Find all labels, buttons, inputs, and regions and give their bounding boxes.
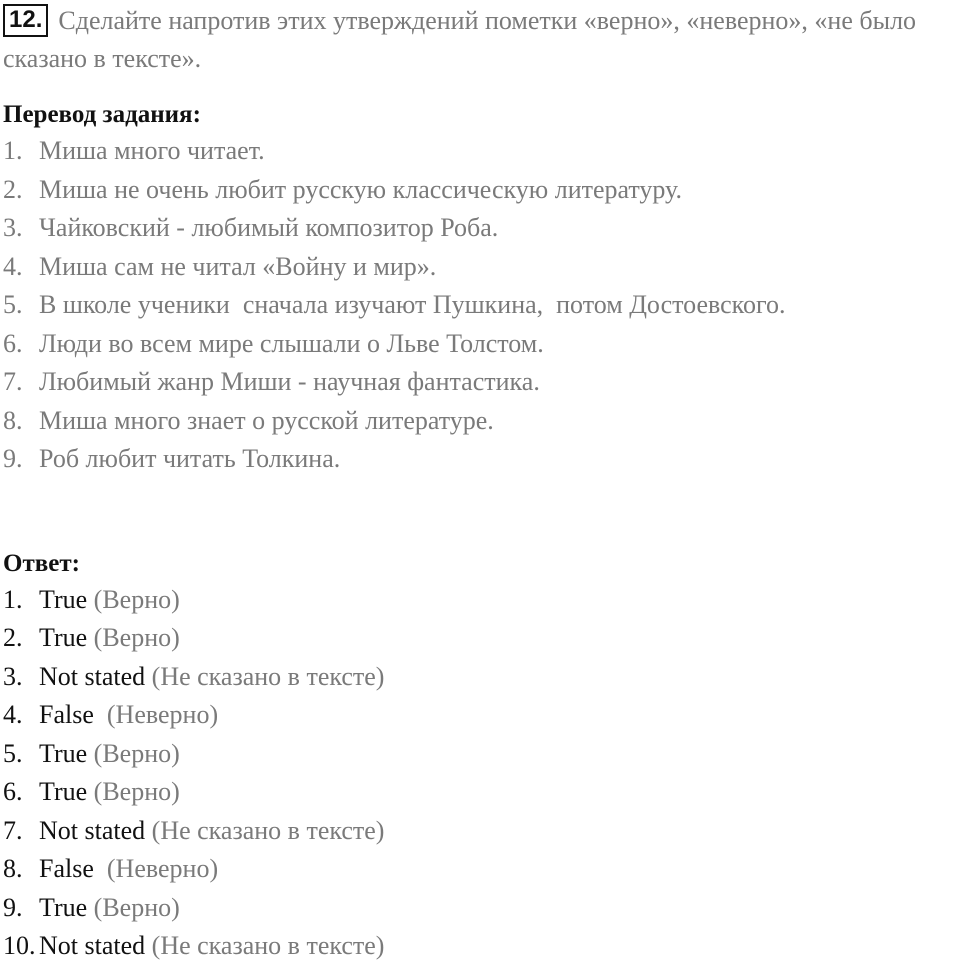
- answer-separator: [94, 854, 107, 883]
- translation-item: [3, 363, 958, 402]
- item-text: В школе ученики сначала изучают Пушкина, потом Достоевского.: [39, 290, 786, 319]
- translation-list: [3, 132, 958, 479]
- task-header: [3, 2, 958, 78]
- answer-item: [3, 735, 958, 774]
- answer-number: 5.: [3, 738, 23, 768]
- translation-title: Перевод задания:: [3, 101, 201, 128]
- answer-number: 10.: [3, 931, 36, 960]
- document-page: [3, 0, 958, 966]
- answer-item: [3, 850, 958, 889]
- item-number: 9.: [3, 444, 23, 473]
- item-text: Миша сам не читал «Войну и мир».: [39, 251, 437, 281]
- answer-number: 6.: [3, 777, 23, 806]
- answer-label: True: [39, 777, 88, 806]
- item-number: 5.: [3, 290, 23, 319]
- item-text: Любимый жанр Миши - научная фантастика.: [39, 367, 540, 396]
- answer-number: 8.: [3, 854, 23, 883]
- answer-list: [3, 581, 958, 966]
- item-number: 8.: [3, 405, 23, 435]
- answer-label: Not stated: [39, 931, 146, 960]
- answer-note: (Неверно): [106, 854, 219, 883]
- item-number: 2.: [3, 174, 23, 204]
- answer-label: False: [39, 700, 94, 729]
- translation-item: [3, 440, 958, 479]
- answer-note: (Верно): [93, 623, 180, 652]
- answer-item: [3, 812, 958, 851]
- task-number-badge: 12.: [3, 4, 48, 37]
- answer-number: 2.: [3, 623, 23, 652]
- translation-item: [3, 402, 958, 441]
- answer-note: (Не сказано в тексте): [151, 815, 385, 845]
- answer-number: 4.: [3, 700, 23, 729]
- answer-label: True: [39, 623, 88, 652]
- answer-item: [3, 581, 958, 620]
- answer-note: (Не сказано в тексте): [151, 661, 385, 691]
- item-number: 1.: [3, 136, 23, 165]
- answer-note: (Верно): [93, 738, 180, 768]
- answer-note: (Верно): [93, 584, 180, 614]
- answer-number: 7.: [3, 815, 23, 845]
- answer-item: [3, 889, 958, 928]
- answer-note: (Верно): [93, 892, 180, 922]
- answer-title: Ответ:: [3, 549, 80, 577]
- answer-note: (Не сказано в тексте): [151, 931, 385, 960]
- answer-number: 1.: [3, 584, 23, 614]
- answer-item: [3, 773, 958, 812]
- answer-note: (Неверно): [106, 700, 219, 729]
- answer-item: [3, 658, 958, 697]
- answer-label: True: [39, 738, 88, 768]
- answer-label: Not stated: [39, 661, 146, 691]
- item-number: 4.: [3, 251, 23, 281]
- item-text: Миша много читает.: [39, 136, 265, 165]
- answer-item: [3, 927, 958, 966]
- answer-item: [3, 619, 958, 658]
- translation-item: [3, 325, 958, 364]
- answer-label: Not stated: [39, 815, 146, 845]
- item-number: 3.: [3, 213, 23, 242]
- answer-label: True: [39, 584, 88, 614]
- translation-item: [3, 209, 958, 248]
- item-text: Миша много знает о русской литературе.: [39, 405, 494, 435]
- translation-item: [3, 171, 958, 210]
- item-text: Люди во всем мире слышали о Льве Толстом.: [39, 328, 544, 358]
- answer-note: (Верно): [93, 777, 180, 806]
- item-text: Миша не очень любит русскую классическую литературу.: [39, 174, 682, 204]
- translation-item: [3, 132, 958, 171]
- answer-number: 9.: [3, 892, 23, 922]
- item-number: 7.: [3, 367, 23, 396]
- answer-item: [3, 696, 958, 735]
- translation-item: [3, 286, 958, 325]
- item-text: Чайковский - любимый композитор Роба.: [39, 213, 499, 242]
- item-number: 6.: [3, 328, 23, 358]
- answer-label: False: [39, 854, 94, 883]
- item-text: Роб любит читать Толкина.: [39, 444, 341, 473]
- answer-number: 3.: [3, 661, 23, 691]
- answer-separator: [94, 700, 107, 729]
- task-instruction: Сделайте напротив этих утверждений пометки «верно», «неверно», «не было сказано в тексте».: [3, 6, 917, 73]
- translation-item: [3, 248, 958, 287]
- answer-label: True: [39, 892, 88, 922]
